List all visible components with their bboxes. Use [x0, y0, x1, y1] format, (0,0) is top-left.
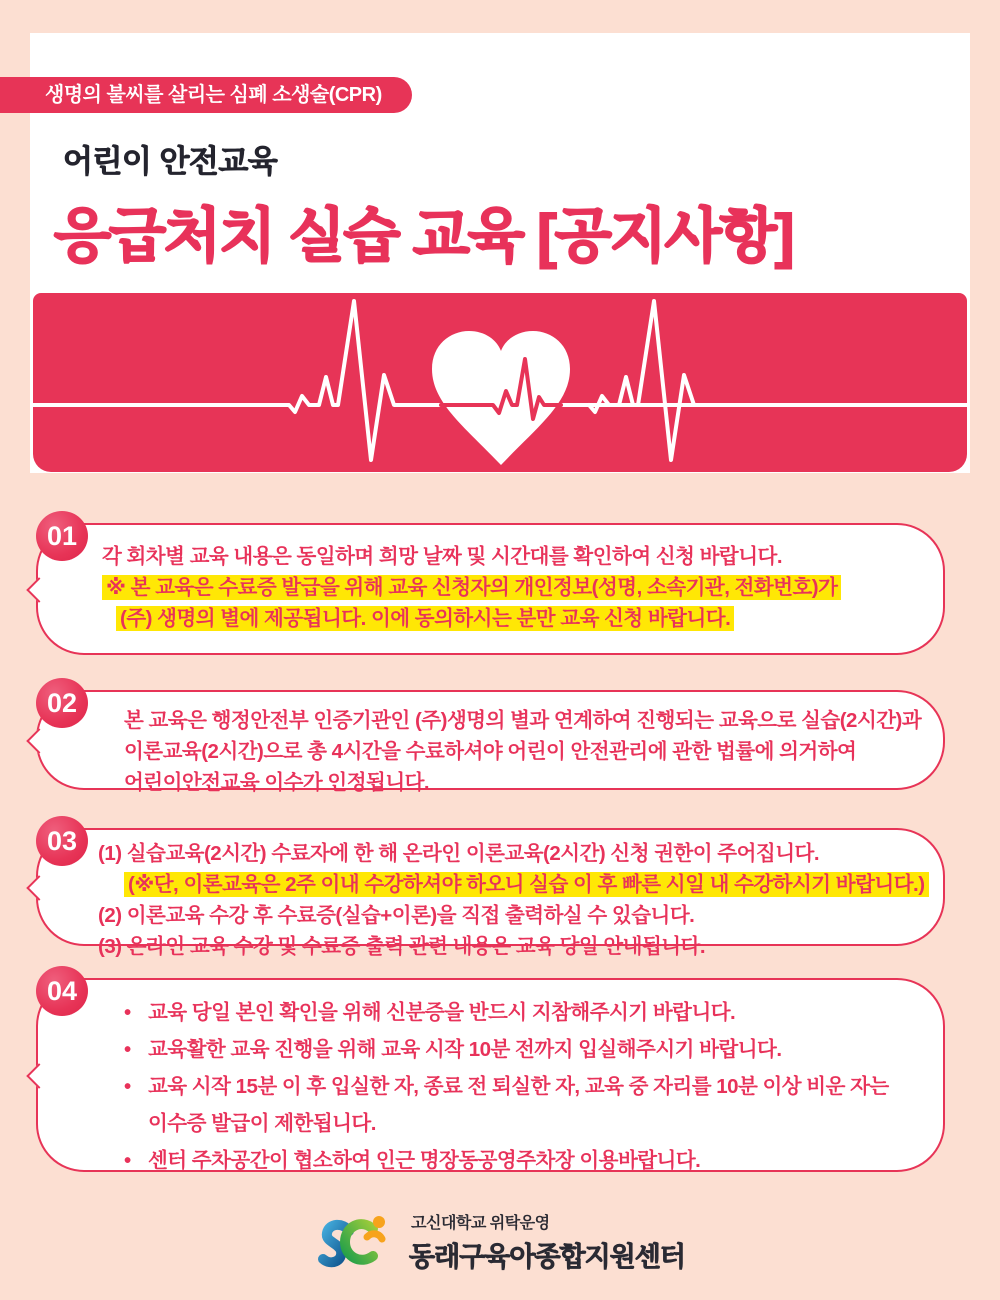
notice-line: 어린이안전교육 이수가 인정됩니다. — [124, 771, 430, 794]
poster-subtitle: 어린이 안전교육 — [63, 144, 278, 179]
heart-icon — [432, 331, 570, 465]
notice-section-02 — [36, 687, 945, 794]
notice-line: 각 회차별 교육 내용은 동일하며 희망 날짜 및 시간대를 확인하여 신청 바랍니다. — [102, 545, 783, 568]
notice-section-03 — [36, 825, 945, 958]
notice-bullet: • 교육활한 교육 진행을 위해 교육 시작 10분 전까지 입실해주시기 바랍니다. — [124, 1031, 909, 1068]
heartbeat-banner — [33, 293, 967, 472]
org-title: 동래구육아종합지원센터 — [409, 1242, 685, 1272]
notice-bullet: • 교육 당일 본인 확인을 위해 신분증을 반드시 지참해주시기 바랍니다. — [124, 994, 909, 1031]
notice-line: (주) 생명의 별에 제공됩니다. 이에 동의하시는 분만 교육 신청 바랍니다. — [116, 603, 913, 634]
section-01-number-badge: 01 — [36, 511, 88, 561]
org-operator: 고신대학교 위탁운영 — [411, 1215, 550, 1232]
section-02-box — [36, 690, 945, 794]
poster-title: 응급처치 실습 교육 [공지사항] — [54, 203, 793, 269]
section-03-box — [36, 828, 945, 958]
sci-childcare-center-logo — [315, 1213, 395, 1271]
section-02-number-badge: 02 — [36, 678, 88, 728]
section-01-box — [36, 523, 945, 655]
notice-line: 이론교육(2시간)으로 총 4시간을 수료하셔야 어린이 안전관리에 관한 법률에 의거하여 — [124, 740, 857, 763]
notice-section-01 — [36, 520, 945, 655]
cpr-slogan-text: 생명의 불씨를 살리는 심폐 소생술(CPR) — [45, 84, 382, 106]
section-04-number-badge: 04 — [36, 966, 88, 1016]
notice-line: (1) 실습교육(2시간) 수료자에 한 해 온라인 이론교육(2시간) 신청 권한이 주어집니다. — [98, 842, 820, 865]
section-04-box — [36, 978, 945, 1172]
notice-line: (※단, 이론교육은 2주 이내 수강하셔야 하오니 실습 이 후 빠른 시일 내 수강하시기 바랍니다.) — [124, 869, 913, 900]
heartbeat-line-icon — [33, 293, 967, 472]
section-03-number-badge: 03 — [36, 816, 88, 866]
notice-line: (2) 이론교육 수강 후 수료증(실습+이론)을 직접 출력하실 수 있습니다. — [98, 904, 695, 927]
organization-name — [409, 1210, 685, 1274]
notice-bullet: • 센터 주차공간이 협소하여 인근 명장동공영주차장 이용바랍니다. — [124, 1142, 909, 1179]
notice-line: ※ 본 교육은 수료증 발급을 위해 교육 신청자의 개인정보(성명, 소속기관, 전화번호)가 — [102, 572, 913, 603]
notice-bullet: • 교육 시작 15분 이 후 입실한 자, 종료 전 퇴실한 자, 교육 중 자리를 10분 이상 비운 자는 이수증 발급이 제한됩니다. — [124, 1068, 909, 1142]
footer — [0, 1210, 1000, 1274]
notice-line: 본 교육은 행정안전부 인증기관인 (주)생명의 별과 연계하여 진행되는 교육으로 실습(2시간)과 — [124, 709, 922, 732]
notice-line: (3) 온라인 교육 수강 및 수료증 출력 관련 내용은 교육 당일 안내됩니다. — [98, 935, 706, 958]
notice-section-04 — [36, 975, 945, 1172]
cpr-slogan-badge — [0, 77, 412, 113]
